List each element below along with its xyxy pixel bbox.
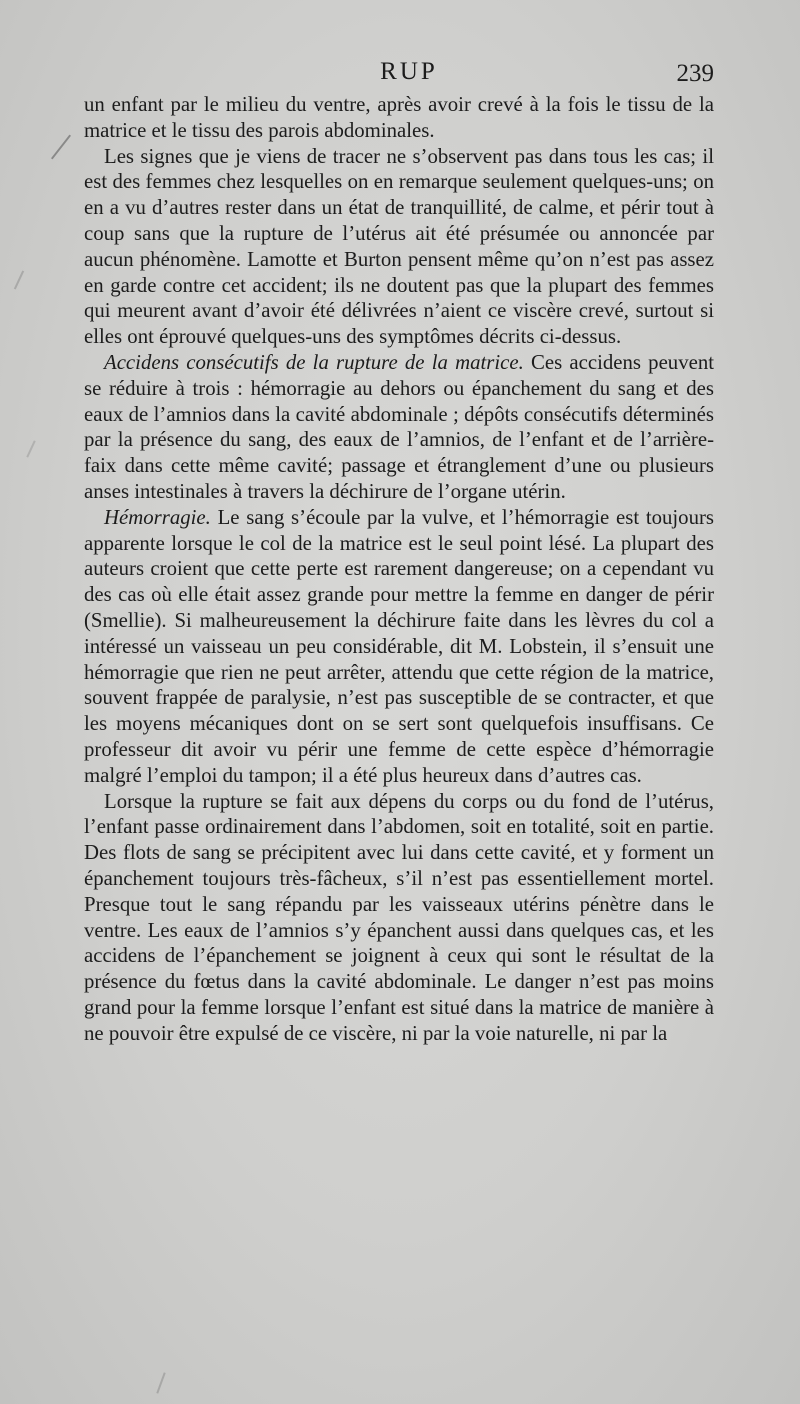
page-header <box>84 58 714 92</box>
paragraph-rupture: Lorsque la rupture se fait aux dépens du corps ou du fond de l’utérus, l’enfant passe ordinairement dans l’abdomen, soit en totalité, soit en partie. Des flots de sang se précipitent avec lui dans cette cavité, et y forment un épanchement toujours très-fâcheux, s’il n’est pas essentiellement mortel. Presque tout le sang répandu par les vaisseaux utérins pénètre dans le ventre. Les eaux de l’amnios s’y épanchent aussi dans quelques cas, et les accidens de l’épanchement se joignent à ceux qui sont le résultat de la présence du fœtus dans la cavité abdominale. Le danger n’est pas moins grand pour la femme lorsque l’enfant est situé dans la matrice de manière à ne pouvoir être expulsé de ce viscère, ni par la voie naturelle, ni par la <box>84 789 714 1045</box>
body-text <box>84 92 714 1046</box>
paragraph-accidens-text: Ces accidens peuvent se réduire à trois : hémorragie au dehors ou épanchement du sang et des eaux de l’amnios dans la cavité abdominale ; dépôts consécutifs déterminés par la présence du sang, des eaux de l’amnios, de l’enfant et de l’arrière-faix dans cette même cavité; passage et étranglement d’une ou plusieurs anses intestinales à travers la déchirure de l’organe utérin. <box>84 350 714 503</box>
paragraph-accidens <box>84 350 714 505</box>
running-head: RUP <box>380 58 438 85</box>
pencil-mark <box>51 135 71 160</box>
pencil-mark <box>14 271 24 290</box>
section-heading-accidens: Accidens consécutifs de la rupture de la matrice. <box>104 350 524 374</box>
paragraph-hemorragie <box>84 505 714 789</box>
pencil-mark <box>26 440 35 457</box>
paragraph-hemorragie-text: Le sang s’écoule par la vulve, et l’hémorragie est toujours apparente lorsque le col de la matrice est le seul point lésé. La plupart des auteurs croient que cette perte est rarement dangereuse; on a cependant vu des cas où elle était assez grande pour mettre la femme en danger de périr (Smellie). Si malheureusement la déchirure faite dans les lèvres du col a intéressé un vaisseau un peu considérable, dit M. Lobstein, il s’ensuit une hémorragie que rien ne peut arrêter, attendu que cette région de la matrice, souvent frappée de paralysie, n’est pas susceptible de se contracter, et que les moyens mécaniques dont on se sert sont quelquefois insuffisans. Ce professeur dit avoir vu périr une femme de cette espèce d’hémorragie malgré l’emploi du tampon; il a été plus heureux dans d’autres cas. <box>84 505 714 787</box>
paragraph-signes: Les signes que je viens de tracer ne s’observent pas dans tous les cas; il est des femmes chez lesquelles on en remarque seulement quelques-uns; on en a vu d’autres rester dans un état de tranquillité, de calme, et périr tout à coup sans que la rupture de l’utérus ait été présumée ou annoncée par aucun phénomène. Lamotte et Burton pensent même qu’on n’est pas assez en garde contre cet accident; ils ne doutent pas que la plupart des femmes qui meurent avant d’avoir été délivrées n’aient ce viscère crevé, surtout si elles ont éprouvé quelques-uns des symptômes décrits ci-dessus. <box>84 144 714 349</box>
page-number: 239 <box>676 60 714 87</box>
paragraph-continuation: un enfant par le milieu du ventre, après avoir crevé à la fois le tissu de la matrice et le tissu des parois abdominales. <box>84 93 714 142</box>
section-heading-hemorragie: Hémorragie. <box>104 505 211 529</box>
pencil-mark <box>156 1372 165 1393</box>
